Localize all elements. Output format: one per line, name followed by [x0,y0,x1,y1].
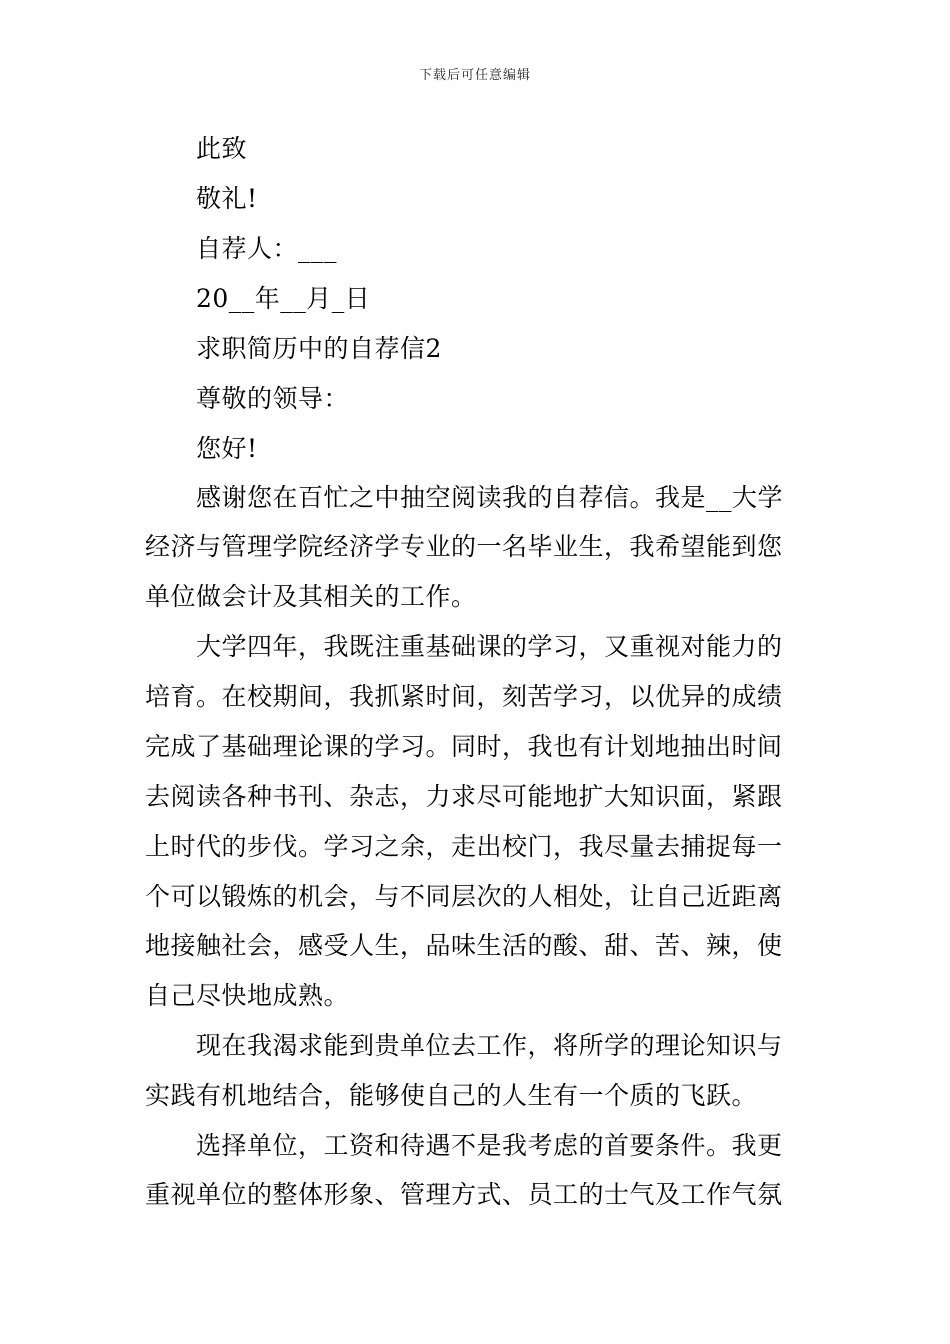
paragraph-line: 培育。在校期间，我抓紧时间，刻苦学习，以优异的成绩 [145,682,783,711]
paragraph-line: 去阅读各种书刊、杂志，力求尽可能地扩大知识面，紧跟 [145,782,783,811]
paragraph-line: 单位做会计及其相关的工作。 [145,582,477,611]
paragraph-line: 地接触社会，感受人生，品味生活的酸、甜、苦、辣，使 [145,931,783,960]
letter-greeting: 尊敬的领导： [196,384,350,413]
paragraph-line: 现在我渴求能到贵单位去工作，将所学的理论知识与 [196,1031,783,1060]
paragraph-line: 重视单位的整体形象、管理方式、员工的士气及工作气氛 [145,1180,783,1209]
paragraph-line: 选择单位，工资和待遇不是我考虑的首要条件。我更 [196,1131,783,1160]
paragraph-line: 感谢您在百忙之中抽空阅读我的自荐信。我是__大学 [196,483,784,512]
paragraph-line: 经济与管理学院经济学专业的一名毕业生，我希望能到您 [145,532,783,561]
letter-hello: 您好! [196,434,258,463]
paragraph-line: 上时代的步伐。学习之余，走出校门，我尽量去捕捉每一 [145,832,783,861]
paragraph-line: 完成了基础理论课的学习。同时，我也有计划地抽出时间 [145,732,783,761]
paragraph-line: 自己尽快地成熟。 [145,981,350,1010]
date-line: 20__年__月_日 [196,284,371,313]
paragraph-line: 个可以锻炼的机会，与不同层次的人相处，让自己近距离 [145,882,783,911]
closing-salutation: 此致 [196,134,248,163]
paragraph-line: 实践有机地结合，能够使自己的人生有一个质的飞跃。 [145,1081,758,1110]
page-header-note: 下载后可任意编辑 [418,68,531,83]
closing-regards: 敬礼! [196,184,258,213]
signature-line: 自荐人：___ [196,234,338,263]
paragraph-line: 大学四年，我既注重基础课的学习，又重视对能力的 [196,632,783,661]
letter-title: 求职简历中的自荐信2 [196,334,442,363]
